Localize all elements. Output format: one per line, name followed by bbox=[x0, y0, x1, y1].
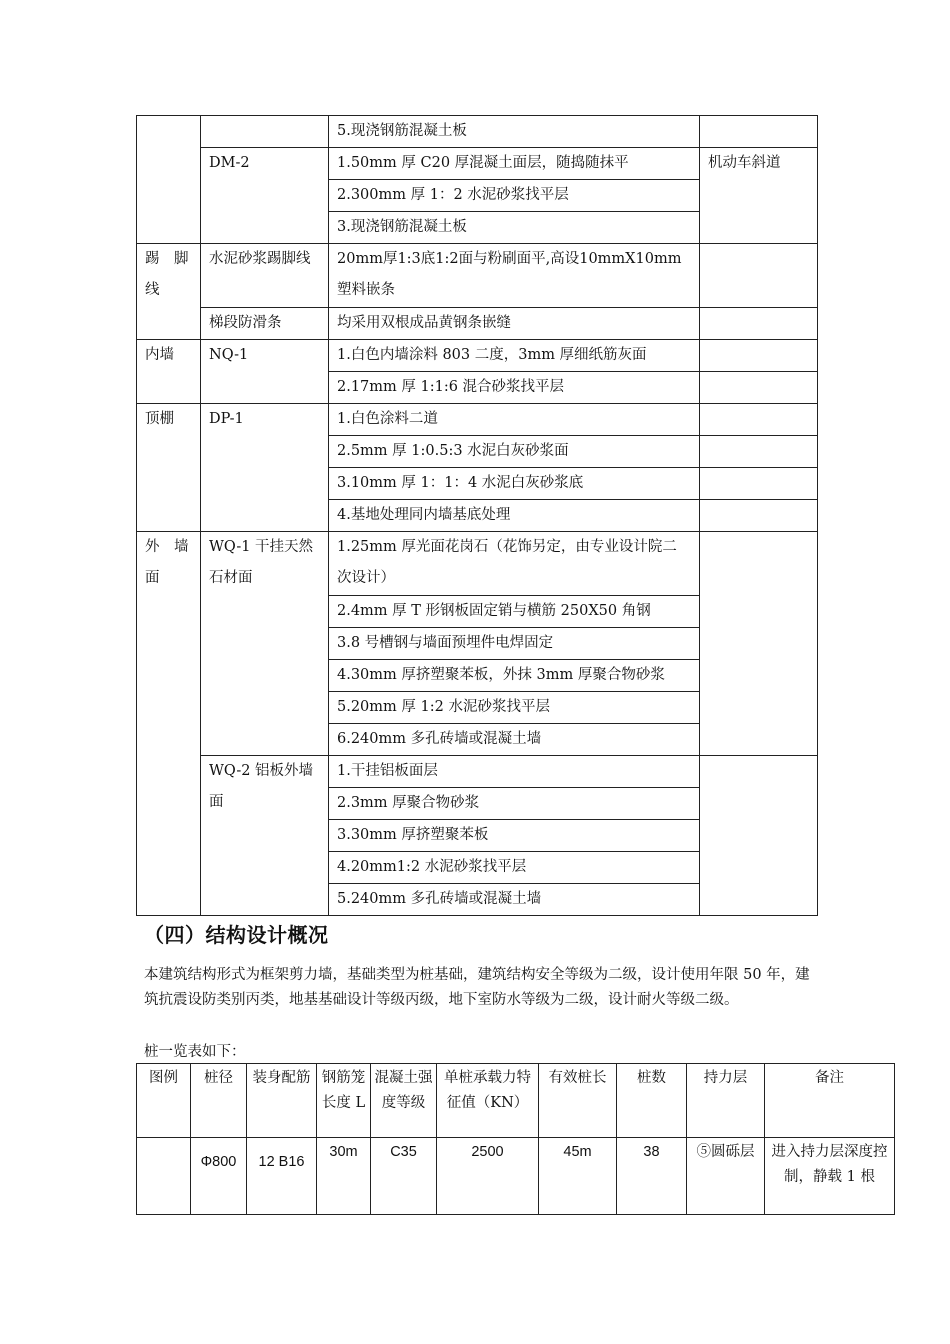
pile-table bbox=[136, 1063, 895, 1215]
header-cell: 持力层 bbox=[687, 1064, 765, 1138]
header-cell: 钢筋笼长度 L bbox=[317, 1064, 371, 1138]
desc-cell: 2.5mm 厚 1:0.5:3 水泥白灰砂浆面 bbox=[329, 436, 700, 468]
desc-cell: 4.20mm1:2 水泥砂浆找平层 bbox=[329, 852, 700, 884]
category-cell: 顶棚 bbox=[137, 404, 201, 532]
desc-cell: 1.白色内墙涂料 803 二度，3mm 厚细纸筋灰面 bbox=[329, 340, 700, 372]
desc-cell: 3.8 号槽钢与墙面预埋件电焊固定 bbox=[329, 628, 700, 660]
desc-cell: 1.白色涂料二道 bbox=[329, 404, 700, 436]
desc-cell: 2.17mm 厚 1:1:6 混合砂浆找平层 bbox=[329, 372, 700, 404]
desc-cell: 5.现浇钢筋混凝土板 bbox=[329, 116, 700, 148]
data-cell: C35 bbox=[371, 1138, 437, 1215]
data-cell: Φ800 bbox=[191, 1138, 247, 1215]
desc-cell: 1.50mm 厚 C20 厚混凝土面层，随捣随抹平 bbox=[329, 148, 700, 180]
note-cell bbox=[700, 532, 818, 756]
desc-cell: 2.300mm 厚 1：2 水泥砂浆找平层 bbox=[329, 180, 700, 212]
header-cell: 桩径 bbox=[191, 1064, 247, 1138]
header-cell: 备注 bbox=[765, 1064, 895, 1138]
category-cell: 踢 脚线 bbox=[137, 244, 201, 340]
desc-cell: 5.240mm 多孔砖墙或混凝土墙 bbox=[329, 884, 700, 916]
header-cell: 装身配筋 bbox=[247, 1064, 317, 1138]
data-cell: 12 B16 bbox=[247, 1138, 317, 1215]
data-cell: ⑤圆砾层 bbox=[687, 1138, 765, 1215]
desc-cell: 4.基地处理同内墙基底处理 bbox=[329, 500, 700, 532]
note-cell bbox=[700, 308, 818, 340]
data-cell: 30m bbox=[317, 1138, 371, 1215]
desc-cell: 6.240mm 多孔砖墙或混凝土墙 bbox=[329, 724, 700, 756]
category-cell: 内墙 bbox=[137, 340, 201, 404]
code-cell bbox=[201, 116, 329, 148]
note-cell bbox=[700, 468, 818, 500]
header-cell: 混凝土强度等级 bbox=[371, 1064, 437, 1138]
code-cell: DM-2 bbox=[201, 148, 329, 244]
data-cell: 2500 bbox=[437, 1138, 539, 1215]
header-cell: 单桩承载力特征值（KN） bbox=[437, 1064, 539, 1138]
note-cell bbox=[700, 404, 818, 436]
code-cell: WQ-1 干挂天然石材面 bbox=[201, 532, 329, 756]
note-cell: 机动车斜道 bbox=[700, 148, 818, 244]
desc-cell: 1.干挂铝板面层 bbox=[329, 756, 700, 788]
desc-cell: 均采用双根成品黄钢条嵌缝 bbox=[329, 308, 700, 340]
note-cell bbox=[700, 372, 818, 404]
pile-table-label: 桩一览表如下： bbox=[144, 1044, 246, 1060]
desc-cell: 3.现浇钢筋混凝土板 bbox=[329, 212, 700, 244]
note-cell bbox=[700, 116, 818, 148]
note-cell bbox=[700, 500, 818, 532]
note-cell bbox=[700, 244, 818, 308]
desc-cell: 5.20mm 厚 1:2 水泥砂浆找平层 bbox=[329, 692, 700, 724]
code-cell: WQ-2 铝板外墙面 bbox=[201, 756, 329, 916]
header-cell: 有效桩长 bbox=[539, 1064, 617, 1138]
data-cell bbox=[137, 1138, 191, 1215]
desc-cell: 20mm厚1:3底1:2面与粉刷面平,高设10mmX10mm塑料嵌条 bbox=[329, 244, 700, 308]
code-cell: DP-1 bbox=[201, 404, 329, 532]
code-cell: 水泥砂浆踢脚线 bbox=[201, 244, 329, 308]
note-cell bbox=[700, 340, 818, 372]
desc-cell: 4.30mm 厚挤塑聚苯板，外抹 3mm 厚聚合物砂浆 bbox=[329, 660, 700, 692]
desc-cell: 3.30mm 厚挤塑聚苯板 bbox=[329, 820, 700, 852]
desc-cell: 1.25mm 厚光面花岗石（花饰另定，由专业设计院二次设计） bbox=[329, 532, 700, 596]
category-cell bbox=[137, 116, 201, 244]
note-cell bbox=[700, 756, 818, 916]
desc-cell: 3.10mm 厚 1：1：4 水泥白灰砂浆底 bbox=[329, 468, 700, 500]
category-cell: 外 墙面 bbox=[137, 532, 201, 916]
note-cell bbox=[700, 436, 818, 468]
finish-table bbox=[136, 115, 818, 916]
desc-cell: 2.3mm 厚聚合物砂浆 bbox=[329, 788, 700, 820]
section-heading: （四）结构设计概况 bbox=[144, 923, 329, 947]
code-cell: 梯段防滑条 bbox=[201, 308, 329, 340]
header-cell: 图例 bbox=[137, 1064, 191, 1138]
header-cell: 桩数 bbox=[617, 1064, 687, 1138]
data-cell: 45m bbox=[539, 1138, 617, 1215]
data-cell: 进入持力层深度控制，静载 1 根 bbox=[765, 1138, 895, 1215]
data-cell: 38 bbox=[617, 1138, 687, 1215]
structure-paragraph: 本建筑结构形式为框架剪力墙，基础类型为桩基础，建筑结构安全等级为二级，设计使用年限 50 年，建筑抗震设防类别丙类，地基基础设计等级丙级，地下室防水等级为二级，设计耐火等级二级。 bbox=[144, 967, 810, 1008]
code-cell: NQ-1 bbox=[201, 340, 329, 404]
desc-cell: 2.4mm 厚 T 形钢板固定销与横筋 250X50 角钢 bbox=[329, 596, 700, 628]
